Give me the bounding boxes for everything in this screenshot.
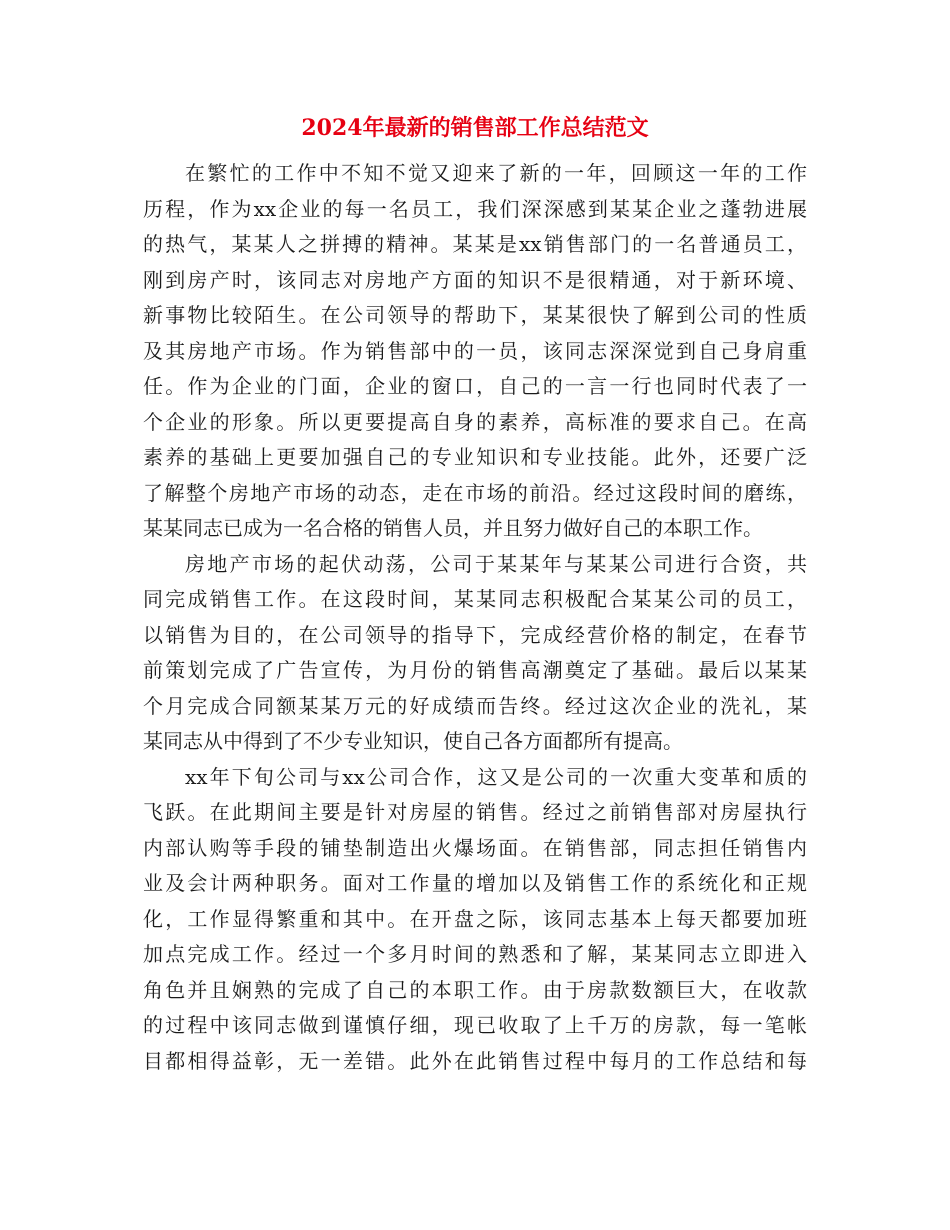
text-line: 化，工作显得繁重和其中。在开盘之际，该同志基本上每天都要加班 — [143, 906, 807, 931]
paragraph-3 — [143, 760, 807, 1080]
text-line: 飞跃。在此期间主要是针对房屋的销售。经过之前销售部对房屋执行 — [143, 800, 807, 824]
text-line: 某某同志已成为一名合格的销售人员，并且努力做好自己的本职工作。 — [143, 516, 763, 540]
text-line: 了解整个房地产市场的动态，走在市场的前沿。经过这段时间的磨练， — [143, 480, 807, 505]
text-line: 的过程中该同志做到谨慎仔细，现已收取了上千万的房款，每一笔帐 — [143, 1013, 807, 1037]
text-line: 刚到房产时，该同志对房地产方面的知识不是很精通，对于新环境、 — [143, 267, 807, 292]
text-line: 房地产市场的起伏动荡，公司于某某年与某某公司进行合资，共 — [185, 551, 807, 576]
text-line: 的热气，某某人之拼搏的精神。某某是xx销售部门的一名普通员工， — [143, 232, 807, 256]
paragraph-2 — [143, 547, 807, 760]
document-title: 2024年最新的销售部工作总结范文 — [301, 115, 649, 141]
text-line: 业及会计两种职务。面对工作量的增加以及销售工作的系统化和正规 — [143, 871, 807, 895]
text-line: 某同志从中得到了不少专业知识，使自己各方面都所有提高。 — [143, 729, 683, 753]
text-line: 目都相得益彰，无一差错。此外在此销售过程中每月的工作总结和每 — [143, 1048, 807, 1073]
text-line: 在繁忙的工作中不知不觉又迎来了新的一年，回顾这一年的工作 — [185, 161, 807, 185]
document-body — [143, 156, 807, 1079]
text-line: 同完成销售工作。在这段时间，某某同志积极配合某某公司的员工， — [143, 587, 807, 611]
text-line: 个企业的形象。所以更要提高自身的素养，高标准的要求自己。在高 — [143, 409, 807, 434]
text-line: 以销售为目的，在公司领导的指导下，完成经营价格的制定，在春节 — [143, 622, 807, 647]
text-line: 新事物比较陌生。在公司领导的帮助下，某某很快了解到公司的性质 — [143, 303, 807, 327]
text-line: xx年下旬公司与xx公司合作，这又是公司的一次重大变革和质的 — [185, 764, 807, 789]
text-line: 内部认购等手段的铺垫制造出火爆场面。在销售部，同志担任销售内 — [143, 835, 807, 860]
text-line: 历程，作为xx企业的每一名员工，我们深深感到某某企业之蓬勃进展 — [143, 196, 807, 221]
text-line: 加点完成工作。经过一个多月时间的熟悉和了解，某某同志立即进入 — [143, 942, 807, 966]
text-line: 角色并且娴熟的完成了自己的本职工作。由于房款数额巨大，在收款 — [143, 977, 807, 1002]
paragraph-1 — [143, 156, 807, 547]
text-line: 前策划完成了广告宣传，为月份的销售高潮奠定了基础。最后以某某 — [143, 658, 807, 682]
text-line: 素养的基础上更要加强自己的专业知识和专业技能。此外，还要广泛 — [143, 445, 807, 469]
text-line: 及其房地产市场。作为销售部中的一员，该同志深深觉到自己身肩重 — [143, 338, 807, 363]
text-line: 个月完成合同额某某万元的好成绩而告终。经过这次企业的洗礼，某 — [143, 693, 807, 718]
text-line: 任。作为企业的门面，企业的窗口，自己的一言一行也同时代表了一 — [143, 374, 807, 398]
